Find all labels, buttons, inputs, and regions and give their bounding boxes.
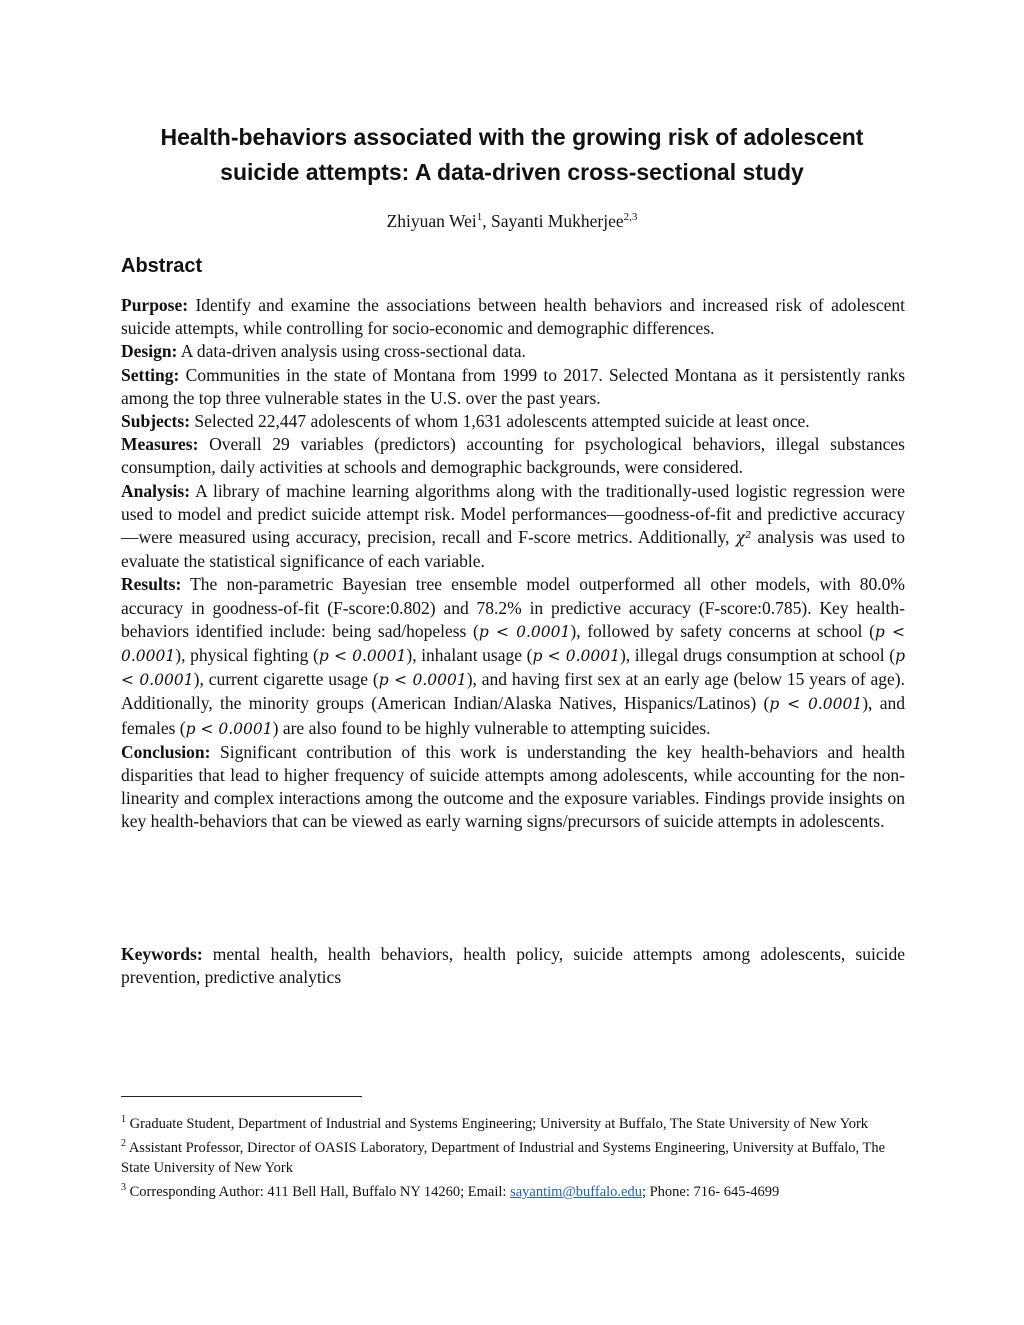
abstract-purpose — [121, 294, 905, 340]
section-text: ), physical fighting ( — [175, 645, 319, 666]
math-expression: p < 0.0001 — [185, 719, 273, 738]
math-expression: p < 0.0001 — [121, 647, 906, 690]
keywords-text: mental health, health behaviors, health policy, suicide attempts among adolescents, suicide prevention, predictive analytics — [121, 944, 905, 988]
author-affiliation-mark: 2,3 — [623, 211, 638, 224]
section-text: ), followed by safety concerns at school ( — [570, 620, 875, 641]
abstract-heading: Abstract — [121, 255, 203, 277]
section-text: The non-parametric Bayesian tree ensemble model outperformed all other models, with 80.0% accuracy in goodness-of-fit (F-score:0.802) and 78.2% in predictive accuracy (F-score:0.785). Key health-behaviors identified include: being sad/hopeless ( — [121, 574, 905, 641]
footnote-text: Corresponding Author: 411 Bell Hall, Buffalo NY 14260; Email: — [126, 1183, 511, 1200]
section-text: Communities in the state of Montana from 1999 to 2017. Selected Montana as it persistently ranks among the top three vulnerable states in the U.S. over the past years. — [121, 364, 905, 408]
section-text: ), and having first sex at an early age (below 15 years of age). Additionally, the minority groups (American Indian/Alaska Natives, Hispanics/Latinos) ( — [121, 669, 905, 714]
math-expression: χ² — [735, 529, 752, 548]
section-text: A library of machine learning algorithms along with the traditionally-used logistic regression were used to model and predict suicide attempt risk. Model performances—goodness-of-fit and predictive accuracy—were measured using accuracy, precision, recall and F-score metrics. Additionally, — [121, 480, 905, 548]
footnote-mark: 2 — [121, 1138, 126, 1150]
math-expression: p < 0.0001 — [769, 695, 863, 714]
footnote-text: Assistant Professor, Director of OASIS Laboratory, Department of Industrial and Systems Engineering, University at Buffalo, The State University of New York — [121, 1140, 886, 1176]
keywords-label: Keywords: — [121, 944, 203, 964]
email-link[interactable]: sayantim@buffalo.edu — [510, 1183, 642, 1200]
section-text: Identify and examine the associations between health behaviors and increased risk of adolescent suicide attempts, while controlling for socio-economic and demographic differences. — [121, 295, 905, 339]
paper-title — [120, 120, 904, 190]
section-label: Measures: — [121, 434, 199, 455]
section-label: Results: — [121, 574, 182, 595]
abstract-analysis — [121, 480, 905, 574]
footnote-1 — [121, 1110, 905, 1134]
title-line-1: Health-behaviors associated with the growing risk of adolescent — [160, 124, 864, 150]
title-line-2: suicide attempts: A data-driven cross-sectional study — [220, 159, 804, 185]
section-label: Design: — [121, 341, 178, 362]
abstract-body — [121, 294, 905, 834]
footnote-mark: 1 — [121, 1114, 126, 1125]
footnote-mark: 3 — [121, 1182, 126, 1194]
footnote-3 — [121, 1178, 905, 1202]
section-label: Subjects: — [121, 411, 191, 432]
abstract-conclusion — [121, 741, 905, 834]
section-label: Purpose: — [121, 295, 189, 315]
abstract-design — [121, 340, 905, 363]
math-expression: p < 0.0001 — [318, 647, 407, 666]
section-label: Conclusion: — [121, 741, 211, 762]
abstract-results — [121, 573, 905, 740]
author-affiliation-mark: 1 — [476, 211, 483, 224]
author-list — [120, 211, 904, 232]
section-text: analysis was used to evaluate the statistical significance of each variable. — [121, 527, 905, 572]
section-text: ), current cigarette usage ( — [193, 669, 379, 690]
keywords — [121, 943, 905, 989]
section-text: Significant contribution of this work is understanding the key health-behaviors and health disparities that lead to higher frequency of suicide attempts among adolescents, while accounting for the non-linearity and complex interactions among the outcome and the exposure variables. Findings provide insights on key health-behaviors that can be viewed as early warning signs/precursors of suicide attempts in adolescents. — [121, 741, 905, 832]
section-text: ), inhalant usage ( — [406, 645, 533, 666]
author-separator: , — [482, 211, 491, 231]
math-expression: p < 0.0001 — [121, 622, 905, 666]
abstract-measures — [121, 433, 905, 479]
section-label: Analysis: — [121, 480, 191, 501]
section-label: Setting: — [121, 364, 180, 385]
section-text: Selected 22,447 adolescents of whom 1,631 adolescents attempted suicide at least once. — [190, 411, 810, 432]
footnotes — [121, 1110, 905, 1202]
math-expression: p < 0.0001 — [378, 671, 467, 690]
math-expression: p < 0.0001 — [532, 647, 620, 666]
author-name: Zhiyuan Wei — [386, 211, 477, 231]
section-text: ), and females ( — [121, 693, 905, 738]
section-text: ) are also found to be highly vulnerable to attempting suicides. — [272, 717, 711, 738]
section-text: ), illegal drugs consumption at school ( — [619, 645, 896, 666]
abstract-setting — [121, 364, 905, 410]
section-text: Overall 29 variables (predictors) accounting for psychological behaviors, illegal substances consumption, daily activities at schools and demographic backgrounds, were considered. — [121, 434, 905, 478]
author-name: Sayanti Mukherjee — [490, 211, 624, 231]
abstract-subjects — [121, 410, 905, 433]
math-expression: p < 0.0001 — [478, 622, 571, 641]
footnote-2 — [121, 1134, 905, 1178]
footnote-text: ; Phone: 716- 645-4699 — [641, 1183, 780, 1200]
footnote-divider — [121, 1096, 362, 1097]
footnote-text: Graduate Student, Department of Industrial and Systems Engineering; University at Buffalo, The State University of New York — [126, 1115, 869, 1132]
section-text: A data-driven analysis using cross-sectional data. — [177, 341, 526, 362]
